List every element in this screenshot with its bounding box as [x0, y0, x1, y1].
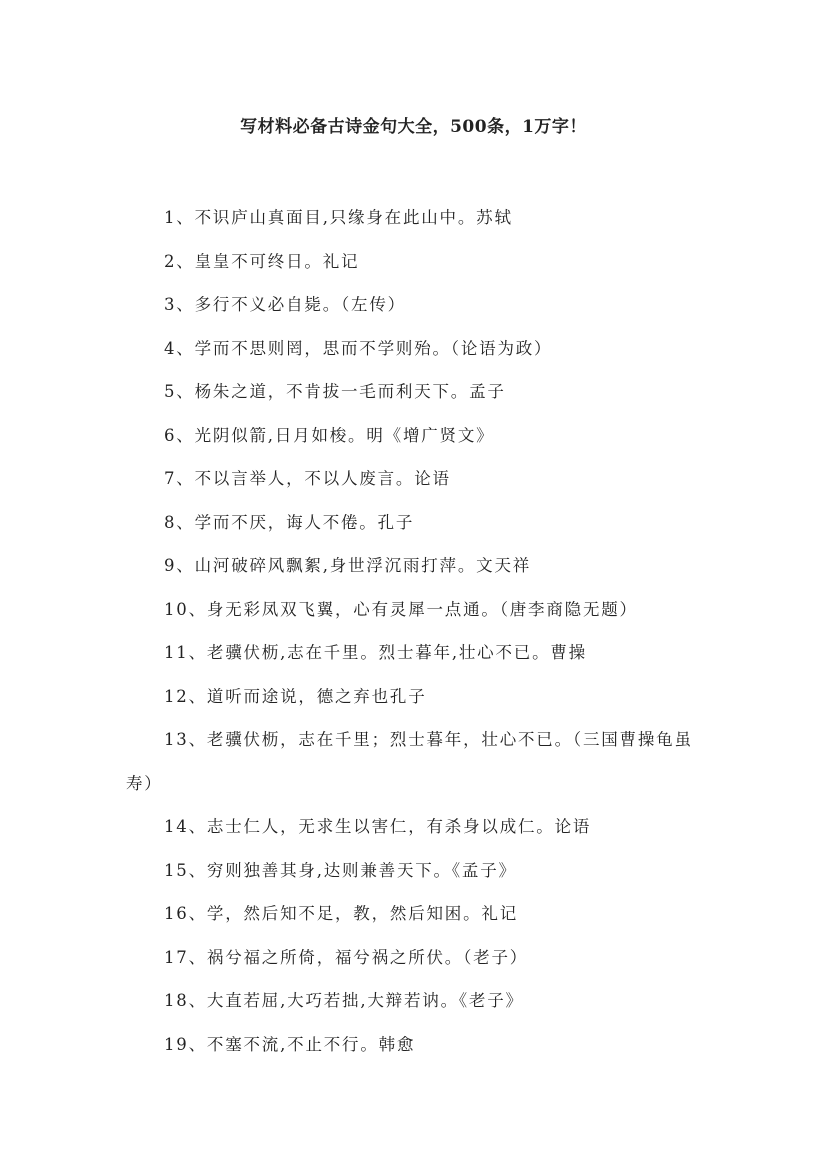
- quote-item: 7、不以言举人，不以人废言。论语: [164, 469, 451, 488]
- quote-item: 5、杨朱之道，不肯拔一毛而利天下。孟子: [164, 382, 506, 401]
- quote-item: 9、山河破碎风飘絮,身世浮沉雨打萍。文天祥: [164, 556, 532, 575]
- quote-item: 19、不塞不流,不止不行。韩愈: [164, 1034, 416, 1054]
- quote-item: 14、志士仁人，无求生以害仁，有杀身以成仁。论语: [164, 817, 592, 836]
- quote-item: 12、道听而途说，德之弃也孔子: [164, 686, 427, 706]
- quote-item: 16、学，然后知不足，教，然后知困。礼记: [164, 904, 518, 923]
- quote-item: 15、穷则独善其身,达则兼善天下。《孟子》: [164, 860, 517, 880]
- quote-item: 8、学而不厌，诲人不倦。孔子: [164, 512, 415, 532]
- document-title: 写材料必备古诗金句大全，500条，1万字！: [240, 117, 587, 137]
- quote-item: 13、老骥伏枥，志在千里；烈士暮年，壮心不已。（三国曹操龟虽寿）: [126, 730, 693, 793]
- quote-item: 6、光阴似箭,日月如梭。明《增广贤文》: [164, 425, 495, 445]
- quote-item: 3、多行不义必自毙。（左传）: [164, 295, 406, 314]
- quote-item: 18、大直若屈,大巧若拙,大辩若讷。《老子》: [164, 991, 524, 1010]
- quote-item: 11、老骥伏枥,志在千里。烈士暮年,壮心不已。曹操: [164, 643, 587, 662]
- quote-item: 4、学而不思则罔，思而不学则殆。（论语为政）: [164, 338, 553, 358]
- quote-item: 2、皇皇不可终日。礼记: [164, 251, 360, 271]
- quote-item: 1、不识庐山真面目,只缘身在此山中。苏轼: [164, 208, 513, 227]
- quote-item: 17、祸兮福之所倚，福兮祸之所伏。（老子）: [164, 947, 529, 967]
- quote-list: [126, 196, 716, 1066]
- quote-item: 10、身无彩凤双飞翼，心有灵犀一点通。（唐李商隐无题）: [164, 599, 638, 619]
